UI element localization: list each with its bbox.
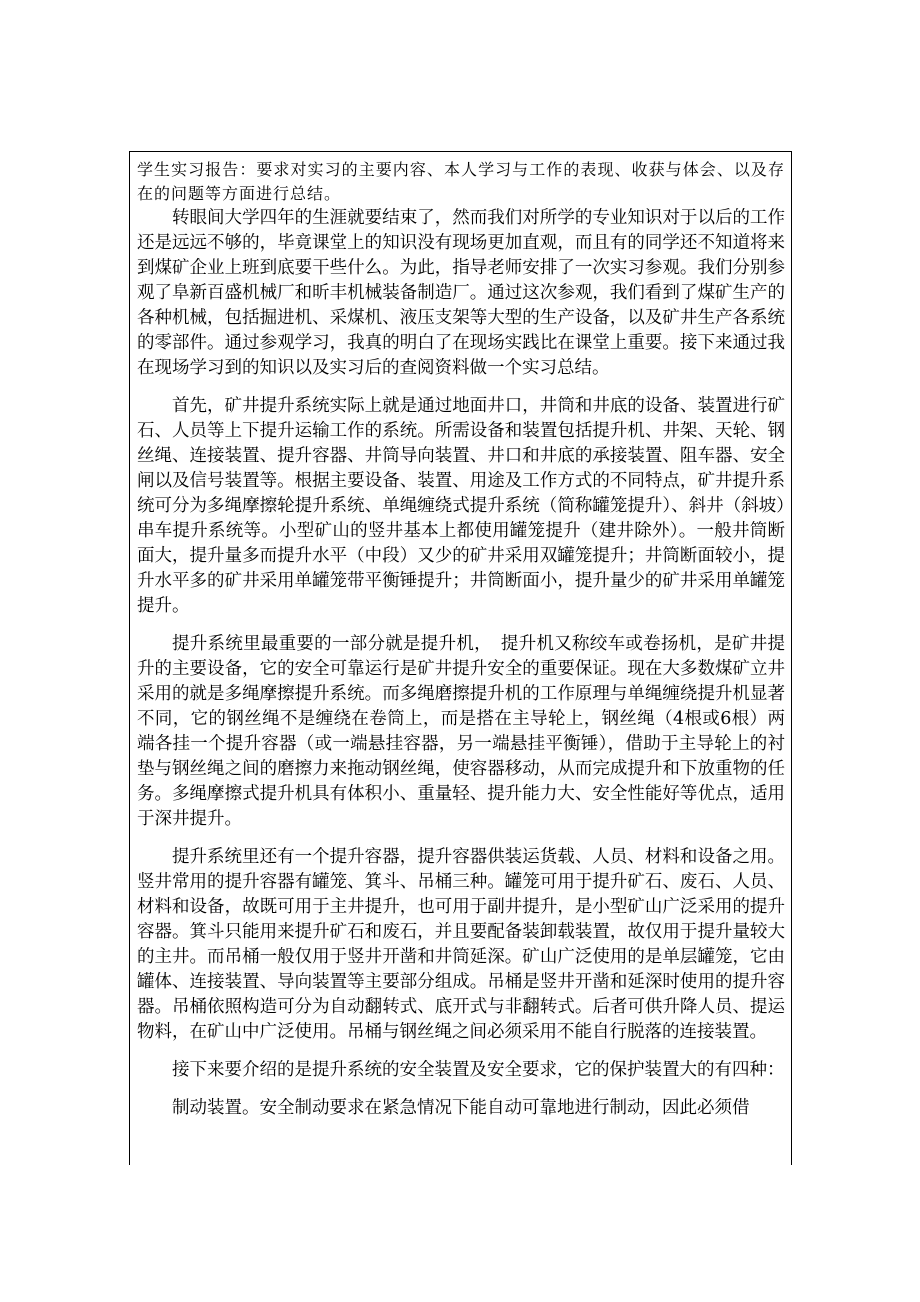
paragraph-intro: 转眼间大学四年的生涯就要结束了，然而我们对所学的专业知识对于以后的工作还是远远不够的，毕竟课堂上的知识没有现场更加直观，而且有的同学还不知道将来到煤矿企业上班到底要干些什么。为此，指导老师安排了一次实习参观。我们分别参观了阜新百盛机械厂和昕丰机械装备制造厂。通过这次参观，我们看到了煤矿生产的各种机械，包括掘进机、采煤机、液压支架等大型的生产设备，以及矿井生产各系统的零部件。通过参观学习，我真的明白了在现场实践比在课堂上重要。接下来通过我在现场学习到的知识以及实习后的查阅资料做一个实习总结。 [137, 208, 785, 378]
report-frame [129, 151, 792, 1165]
report-header: 学生实习报告：要求对实习的主要内容、本人学习与工作的表现、收获与体会、以及存在的问题等方面进行总结。 [137, 160, 785, 203]
paragraph-hoisting-system: 首先，矿井提升系统实际上就是通过地面井口，井筒和井底的设备、装置进行矿石、人员等上下提升运输工作的系统。所需设备和装置包括提升机、井架、天轮、钢丝绳、连接装置、提升容器、井筒导向装置、井口和井底的承接装置、阻车器、安全闸以及信号装置等。根据主要设备、装置、用途及工作方式的不同特点，矿井提升系统可分为多绳摩擦轮提升系统、单绳缠绕式提升系统（简称罐笼提升）、斜井（斜坡）串车提升系统等。小型矿山的竖井基本上都使用罐笼提升（建井除外）。一般井筒断面大，提升量多而提升水平（中段）又少的矿井采用双罐笼提升；井筒断面较小，提升水平多的矿井采用单罐笼带平衡锤提升；井筒断面小，提升量少的矿井采用单罐笼提升。 [137, 396, 785, 616]
report-body [130, 152, 791, 1121]
paragraph-safety-devices: 接下来要介绍的是提升系统的安全装置及安全要求，它的保护装置大的有四种： [172, 1060, 785, 1080]
paragraph-brake-device: 制动装置。安全制动要求在紧急情况下能自动可靠地进行制动，因此必须借 [172, 1098, 750, 1118]
paragraph-hoist-machine: 提升系统里最重要的一部分就是提升机， 提升机又称绞车或卷扬机，是矿井提升的主要设备，它的安全可靠运行是矿井提升安全的重要保证。现在大多数煤矿立井采用的就是多绳摩擦提升系统。而多绳磨擦提升机的工作原理与单绳缠绕提升机显著不同，它的钢丝绳不是缠绕在卷筒上，而是搭在主导轮上，钢丝绳（4根或6根）两端各挂一个提升容器（或一端悬挂容器，另一端悬挂平衡锤），借助于主导轮上的衬垫与钢丝绳之间的磨擦力来拖动钢丝绳，使容器移动，从而完成提升和下放重物的任务。多绳摩擦式提升机具有体积小、重量轻、提升能力大、安全性能好等优点，适用于深井提升。 [137, 634, 785, 829]
paragraph-hoisting-container: 提升系统里还有一个提升容器，提升容器供装运货载、人员、材料和设备之用。竖井常用的提升容器有罐笼、箕斗、吊桶三种。罐笼可用于提升矿石、废石、人员、材料和设备，故既可用于主井提升，也可用于副井提升，是小型矿山广泛采用的提升容器。箕斗只能用来提升矿石和废石，并且要配备装卸载装置，故仅用于提升量较大的主井。而吊桶一般仅用于竖井开凿和井筒延深。矿山广泛使用的是单层罐笼，它由罐体、连接装置、导向装置等主要部分组成。吊桶是竖井开凿和延深时使用的提升容器。吊桶依照构造可分为自动翻转式、底开式与非翻转式。后者可供升降人员、提运物料，在矿山中广泛使用。吊桶与钢丝绳之间必须采用不能自行脱落的连接装置。 [137, 847, 785, 1042]
